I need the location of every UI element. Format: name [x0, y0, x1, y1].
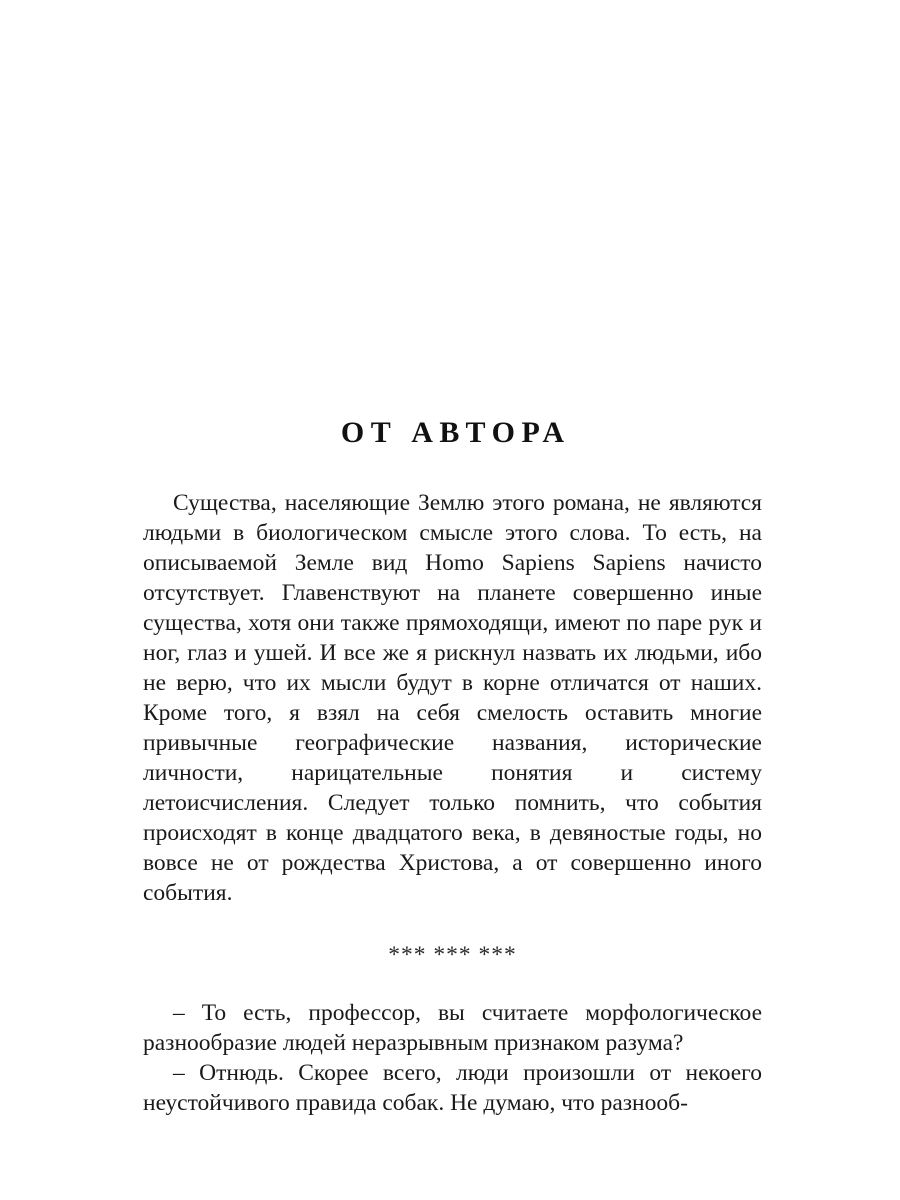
scene-separator: *** *** ***	[388, 942, 517, 968]
dialogue-line-answer: – Отнюдь. Скорее всего, люди произошли от некоего неустойчивого правида собак. Не думаю, что разнооб-	[143, 1060, 762, 1116]
foreword-paragraph: Существа, населяющие Землю этого романа, не являются людьми в биологическом смысле этого слова. То есть, на описываемой Земле вид Homo Sapiens Sapiens начисто отсутствует. Главенствуют на планете совершенно иные существа, хотя они также прямоходящи, имеют по паре рук и ног, глаз и ушей. И все же я рискнул назвать их людьми, ибо не верю, что их мысли будут в корне отличатся от наших. Кроме того, я взял на себя смелость оставить многие привычные географические названия, исторические личности, нарицательные понятия и систему летоисчисления. Следует только помнить, что события происходят в конце двадцатого века, в девяностые годы, но вовсе не от рождества Христова, а от совершенно иного события.	[143, 490, 762, 906]
title-body-gap	[143, 448, 762, 488]
separator-gap-bottom	[143, 970, 762, 998]
page-text-block	[143, 0, 762, 1118]
dialogue-line-question: – То есть, профессор, вы считаете морфологическое разнообразие людей неразрывным признаком разума?	[143, 1000, 762, 1056]
top-margin-spacer	[143, 0, 762, 418]
separator-gap-top	[143, 908, 762, 940]
page-title: ОТ АВТОРА	[340, 416, 571, 449]
